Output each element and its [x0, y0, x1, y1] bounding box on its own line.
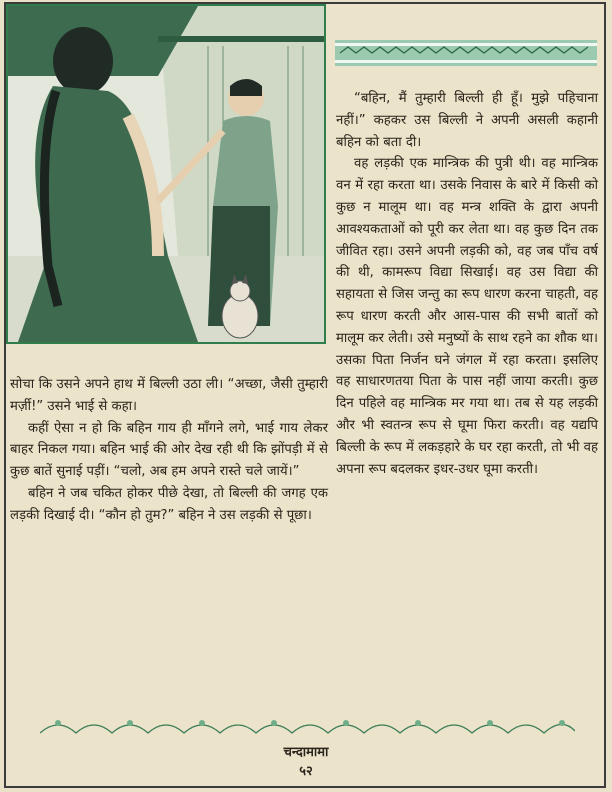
decorative-border-top [335, 40, 597, 66]
story-illustration [6, 4, 326, 344]
paragraph: “बहिन, मैं तुम्हारी बिल्ली ही हूँ। मुझे पहिचाना नहीं।” कहकर उस बिल्ली ने अपनी असली कहानी बहिन को बता दी। [336, 91, 598, 150]
paragraph: वह लड़की एक मान्त्रिक की पुत्री थी। वह मान्त्रिक वन में रहा करता था। उसके निवास के बारे में किसी को कुछ न मालूम था। वह मन्त्र शक्ति के द्वारा अपनी आवश्यकताओं को पूरी कर लेता था। वह कुछ दिन तक जीवित रहा। उसने अपनी लड़की को, वह जब पाँच वर्ष की थी, कामरूप विद्या सिखाई। वह उस विद्या की सहायता से जिस जन्तु का रूप धारण करना चाहती, वह रूप धारण करती और आस-पास की सभी बातों को मालूम कर लेती। उसे मनुष्यों के साथ रहने का शौक था। उसका पिता निर्जन घने जंगल में रहा करता। इसलिए वह साधारणतया पिता के पास नहीं जाया करती। कुछ दिन पहिले वह मान्त्रिक मर गया था। तब से यह लड़की और भी स्वतन्त्र रूप से घूमा फिरा करती। वह यद्यपि बिल्ली के रूप में लकड़हारे के घर रहा करती, तो भी वह अपना रूप बदलकर इधर-उधर घूमा करती। [336, 156, 598, 477]
paragraph: कहीं ऐसा न हो कि बहिन गाय ही माँगने लगे, भाई गाय लेकर बाहर निकल गया। बहिन भाई की ओर देख रही थी कि झोंपड़ी में से कुछ बातें सुनाई पड़ीं। “चलो, अब हम अपने रास्ते चले जायें।” [10, 420, 328, 480]
decorative-border-bottom [40, 713, 575, 739]
right-text-column [336, 88, 598, 480]
paragraph: सोचा कि उसने अपने हाथ में बिल्ली उठा ली। “अच्छा, जैसी तुम्हारी मर्ज़ी!” उसने भाई से कहा। [10, 377, 328, 414]
magazine-name: चन्दामामा [283, 745, 329, 760]
left-text-column [10, 374, 328, 527]
paragraph: बहिन ने जब चकित होकर पीछे देखा, तो बिल्ली की जगह एक लड़की दिखाई दी। “कौन हो तुम?” बहिन ने उस लड़की से पूछा। [10, 485, 328, 523]
page-number: ५२ [299, 764, 313, 779]
